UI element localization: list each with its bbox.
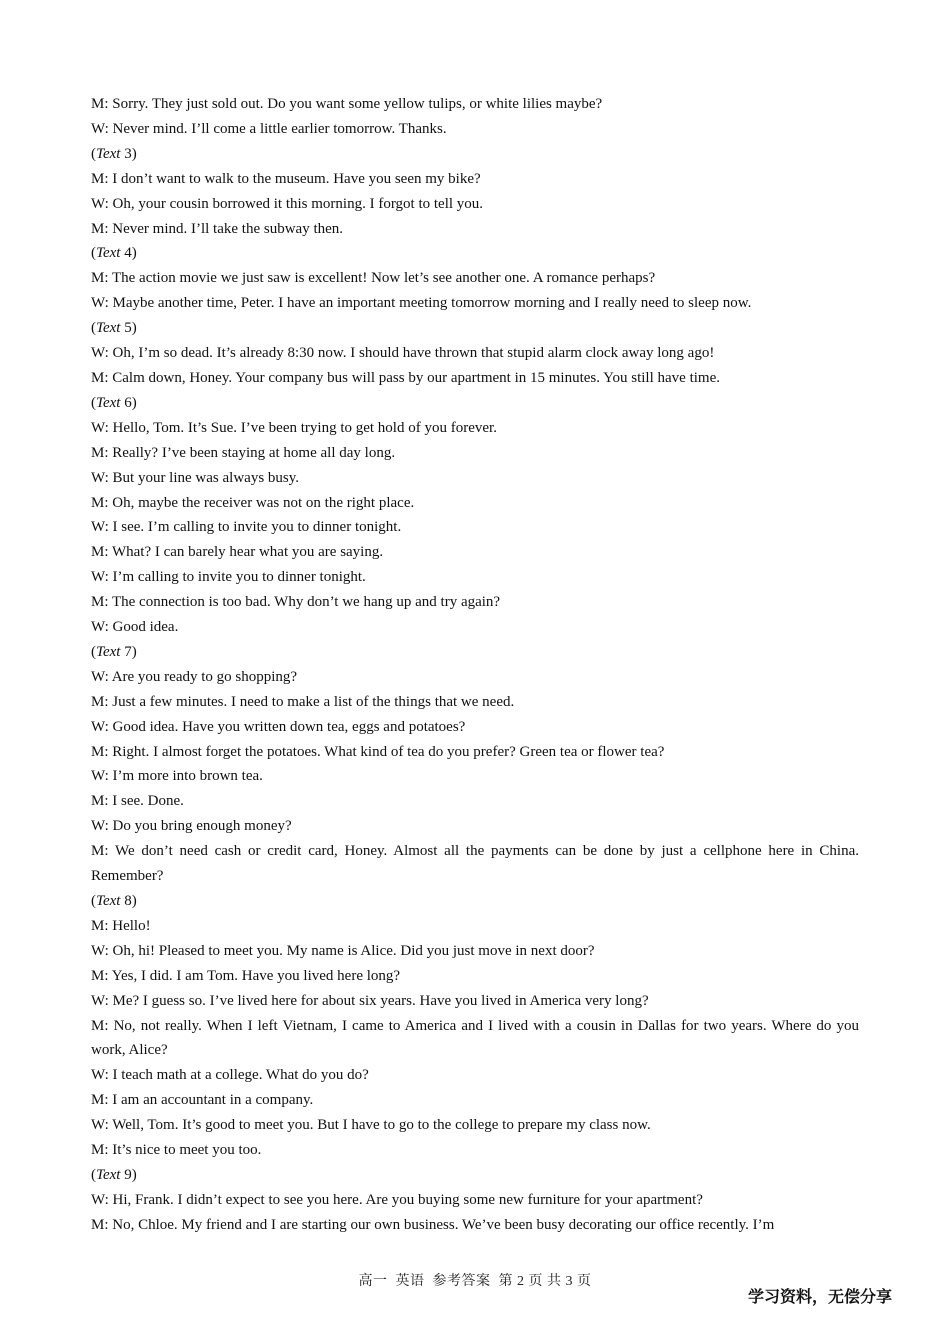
section-label: (Text 8) xyxy=(91,893,137,909)
dialogue-line: W: Oh, I’m so dead. It’s already 8:30 now. I should have thrown that stupid alarm clock away long ago! xyxy=(91,345,715,362)
section-label-word: Text xyxy=(96,893,121,909)
dialogue-line: W: Never mind. I’ll come a little earlier tomorrow. Thanks. xyxy=(91,120,447,137)
footer-doc-title: 参考答案 xyxy=(432,1274,491,1289)
section-label: (Text 7) xyxy=(91,643,137,660)
section-label: (Text 5) xyxy=(91,320,137,337)
section-label-number: 9 xyxy=(120,1166,132,1183)
dialogue-line: W: Good idea. Have you written down tea, eggs and potatoes? xyxy=(91,718,466,735)
dialogue-line: M: What? I can barely hear what you are saying. xyxy=(91,544,384,561)
dialogue-line: W: Well, Tom. It’s good to meet you. But I have to go to the college to prepare my class now. xyxy=(91,1117,651,1134)
transcript-body xyxy=(91,92,859,1238)
dialogue-line: W: I’m calling to invite you to dinner tonight. xyxy=(91,569,366,586)
section-label-number: 3 xyxy=(120,145,132,162)
section-label: (Text 6) xyxy=(91,394,137,411)
section-label-word: Text xyxy=(96,1166,121,1183)
section-label-number: 6 xyxy=(120,394,132,411)
dialogue-line: W: Good idea. xyxy=(91,619,179,636)
dialogue-line: W: Do you bring enough money? xyxy=(91,818,292,835)
dialogue-line: W: I teach math at a college. What do you do? xyxy=(91,1067,369,1084)
dialogue-line: W: Me? I guess so. I’ve lived here for about six years. Have you lived in America very long? xyxy=(91,992,649,1009)
dialogue-line: M: I am an accountant in a company. xyxy=(91,1092,314,1109)
dialogue-line: M: Calm down, Honey. Your company bus will pass by our apartment in 15 minutes. You still have time. xyxy=(91,369,720,386)
section-label-word: Text xyxy=(96,320,121,337)
dialogue-line: M: Really? I’ve been staying at home all day long. xyxy=(91,444,396,461)
dialogue-line: W: Maybe another time, Peter. I have an important meeting tomorrow morning and I really need to sleep now. xyxy=(91,295,752,312)
dialogue-line: M: Yes, I did. I am Tom. Have you lived here long? xyxy=(91,967,401,984)
footer-subject: 英语 xyxy=(395,1274,425,1289)
watermark-text: 学习资料，无偿分享 xyxy=(747,1287,892,1306)
dialogue-line: M: Oh, maybe the receiver was not on the right place. xyxy=(91,494,415,511)
dialogue-line: M: I see. Done. xyxy=(91,793,184,810)
dialogue-line: M: Hello! xyxy=(91,917,151,934)
dialogue-line: M: No, not really. When I left Vietnam, I came to America and I lived with a cousin in Dallas for two years. Where do you work, Alice? xyxy=(91,1017,859,1059)
dialogue-line: W: I’m more into brown tea. xyxy=(91,768,263,785)
dialogue-line: M: It’s nice to meet you too. xyxy=(91,1142,262,1159)
dialogue-line: M: I don’t want to walk to the museum. Have you seen my bike? xyxy=(91,170,481,187)
dialogue-line: W: Hello, Tom. It’s Sue. I’ve been trying to get hold of you forever. xyxy=(91,419,497,436)
dialogue-line: M: Just a few minutes. I need to make a list of the things that we need. xyxy=(91,693,515,710)
dialogue-line: M: The action movie we just saw is excellent! Now let’s see another one. A romance perhaps? xyxy=(91,270,656,287)
section-label-number: 4 xyxy=(120,245,132,262)
dialogue-line: M: We don’t need cash or credit card, Honey. Almost all the payments can be done by just a cellphone here in China. Remember? xyxy=(91,843,859,885)
section-label-number: 8 xyxy=(120,893,132,909)
section-label-word: Text xyxy=(96,394,121,411)
footer-page-number: 第 2 页 共 3 页 xyxy=(498,1274,592,1289)
dialogue-line: M: Never mind. I’ll take the subway then. xyxy=(91,220,344,237)
dialogue-line: M: No, Chloe. My friend and I are starting our own business. We’ve been busy decorating our office recently. I’m xyxy=(91,1216,775,1233)
dialogue-line: W: Oh, your cousin borrowed it this morning. I forgot to tell you. xyxy=(91,195,484,212)
section-label-number: 7 xyxy=(120,643,132,660)
section-label-word: Text xyxy=(96,245,121,262)
dialogue-line: W: But your line was always busy. xyxy=(91,469,300,486)
dialogue-line: W: I see. I’m calling to invite you to dinner tonight. xyxy=(91,519,402,536)
dialogue-line: W: Oh, hi! Pleased to meet you. My name is Alice. Did you just move in next door? xyxy=(91,942,595,959)
dialogue-line: M: Sorry. They just sold out. Do you want some yellow tulips, or white lilies maybe? xyxy=(91,96,603,112)
dialogue-line: M: The connection is too bad. Why don’t we hang up and try again? xyxy=(91,594,501,611)
section-label-word: Text xyxy=(96,145,121,162)
dialogue-line: M: Right. I almost forget the potatoes. What kind of tea do you prefer? Green tea or flower tea? xyxy=(91,743,665,760)
footer-grade: 高一 xyxy=(358,1274,388,1289)
dialogue-line: W: Hi, Frank. I didn’t expect to see you here. Are you buying some new furniture for your apartment? xyxy=(91,1191,703,1208)
section-label-number: 5 xyxy=(120,320,132,337)
dialogue-line: W: Are you ready to go shopping? xyxy=(91,668,298,685)
section-label: (Text 3) xyxy=(91,145,137,162)
section-label: (Text 9) xyxy=(91,1166,137,1183)
section-label-word: Text xyxy=(96,643,121,660)
section-label: (Text 4) xyxy=(91,245,137,262)
